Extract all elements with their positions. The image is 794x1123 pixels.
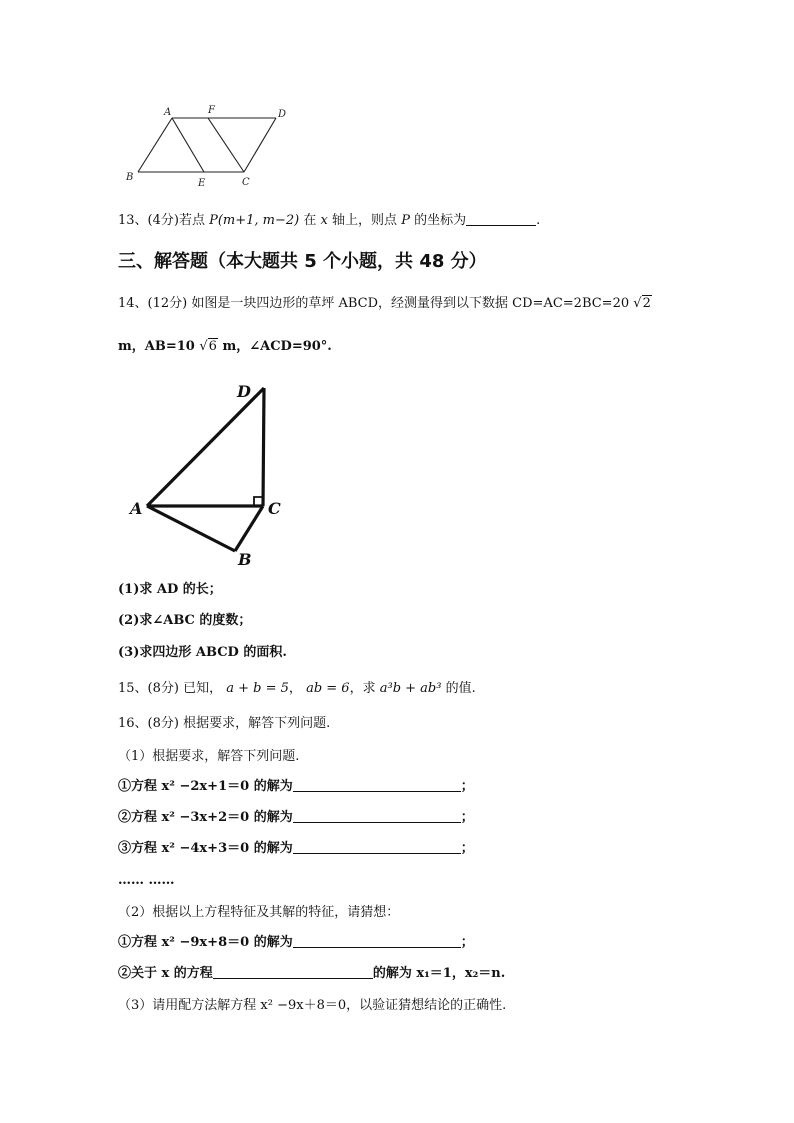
q13-var: x	[320, 213, 328, 228]
q14-part3: (3)求四边形 ABCD 的面积.	[118, 645, 287, 660]
q16-sub2: （2）根据以上方程特征及其解的特征，请猜想：	[118, 905, 400, 920]
q13-middle: 在	[303, 213, 317, 228]
label-B: B	[238, 550, 252, 569]
question-14-line1: 14、(12分) 如图是一块四边形的草坪 ABCD，经测量得到以下数据 CD=AC=2BC=20 √2	[118, 294, 652, 314]
label-D: D	[278, 109, 287, 120]
label-D: D	[237, 382, 251, 401]
q13-prefix: 13、(4分)若点	[118, 213, 205, 228]
ellipsis: …… ……	[118, 873, 175, 888]
q16-eq3: ③方程 x² −4x+3＝0 的解为 ；	[118, 841, 474, 856]
quadrilateral-figure	[125, 375, 295, 570]
q13-p: P	[401, 213, 410, 228]
q16-eq1: ①方程 x² −2x+1＝0 的解为 ；	[118, 779, 474, 794]
answer-blank[interactable]	[293, 777, 461, 792]
q16-eq2: ②方程 x² −3x+2＝0 的解为 ；	[118, 810, 474, 825]
sqrt-symbol: √2	[633, 296, 651, 311]
answer-blank[interactable]	[293, 808, 461, 823]
label-A: A	[164, 107, 172, 118]
label-C: C	[268, 499, 281, 518]
label-F: F	[208, 105, 215, 116]
q16-guess1: ①方程 x² −9x+8＝0 的解为 ；	[118, 935, 474, 950]
q13-after-var: 轴上，则点	[332, 213, 398, 228]
parallelogram-figure	[120, 100, 300, 192]
q16-sub1: （1）根据要求，解答下列问题.	[118, 749, 300, 764]
q14-part2: (2)求∠ABC 的度数；	[118, 613, 252, 628]
sqrt-symbol: √6	[199, 339, 217, 354]
answer-blank[interactable]	[213, 964, 373, 979]
question-16-title: 16、(8分) 根据要求，解答下列问题.	[118, 716, 331, 731]
q14-part1: (1)求 AD 的长；	[118, 582, 222, 597]
answer-blank[interactable]	[293, 933, 461, 948]
label-E: E	[198, 178, 206, 189]
q16-guess2: ②关于 x 的方程 的解为 x₁＝1，x₂＝n.	[118, 966, 506, 981]
answer-blank[interactable]	[293, 839, 461, 854]
label-B: B	[126, 172, 134, 183]
label-A: A	[130, 499, 143, 518]
question-14-line2: m，AB=10 √6 m，∠ACD=90°.	[118, 337, 332, 357]
q13-suffix: 的坐标为	[414, 213, 467, 228]
question-13: 13、(4分)若点 P(m+1, m−2) 在 x 轴上，则点 P 的坐标为 .	[118, 213, 541, 228]
q16-sub3: （3）请用配方法解方程 x² −9x＋8＝0，以验证猜想结论的正确性.	[118, 998, 507, 1013]
answer-blank[interactable]	[466, 211, 536, 226]
label-C: C	[242, 177, 250, 188]
section-heading: 三、解答题（本大题共 5 个小题，共 48 分）	[118, 251, 487, 272]
q13-point: P(m+1, m−2)	[209, 213, 300, 228]
question-15: 15、(8分) 已知， a + b = 5， ab = 6，求 a³b + ab³ 的值.	[118, 681, 476, 696]
